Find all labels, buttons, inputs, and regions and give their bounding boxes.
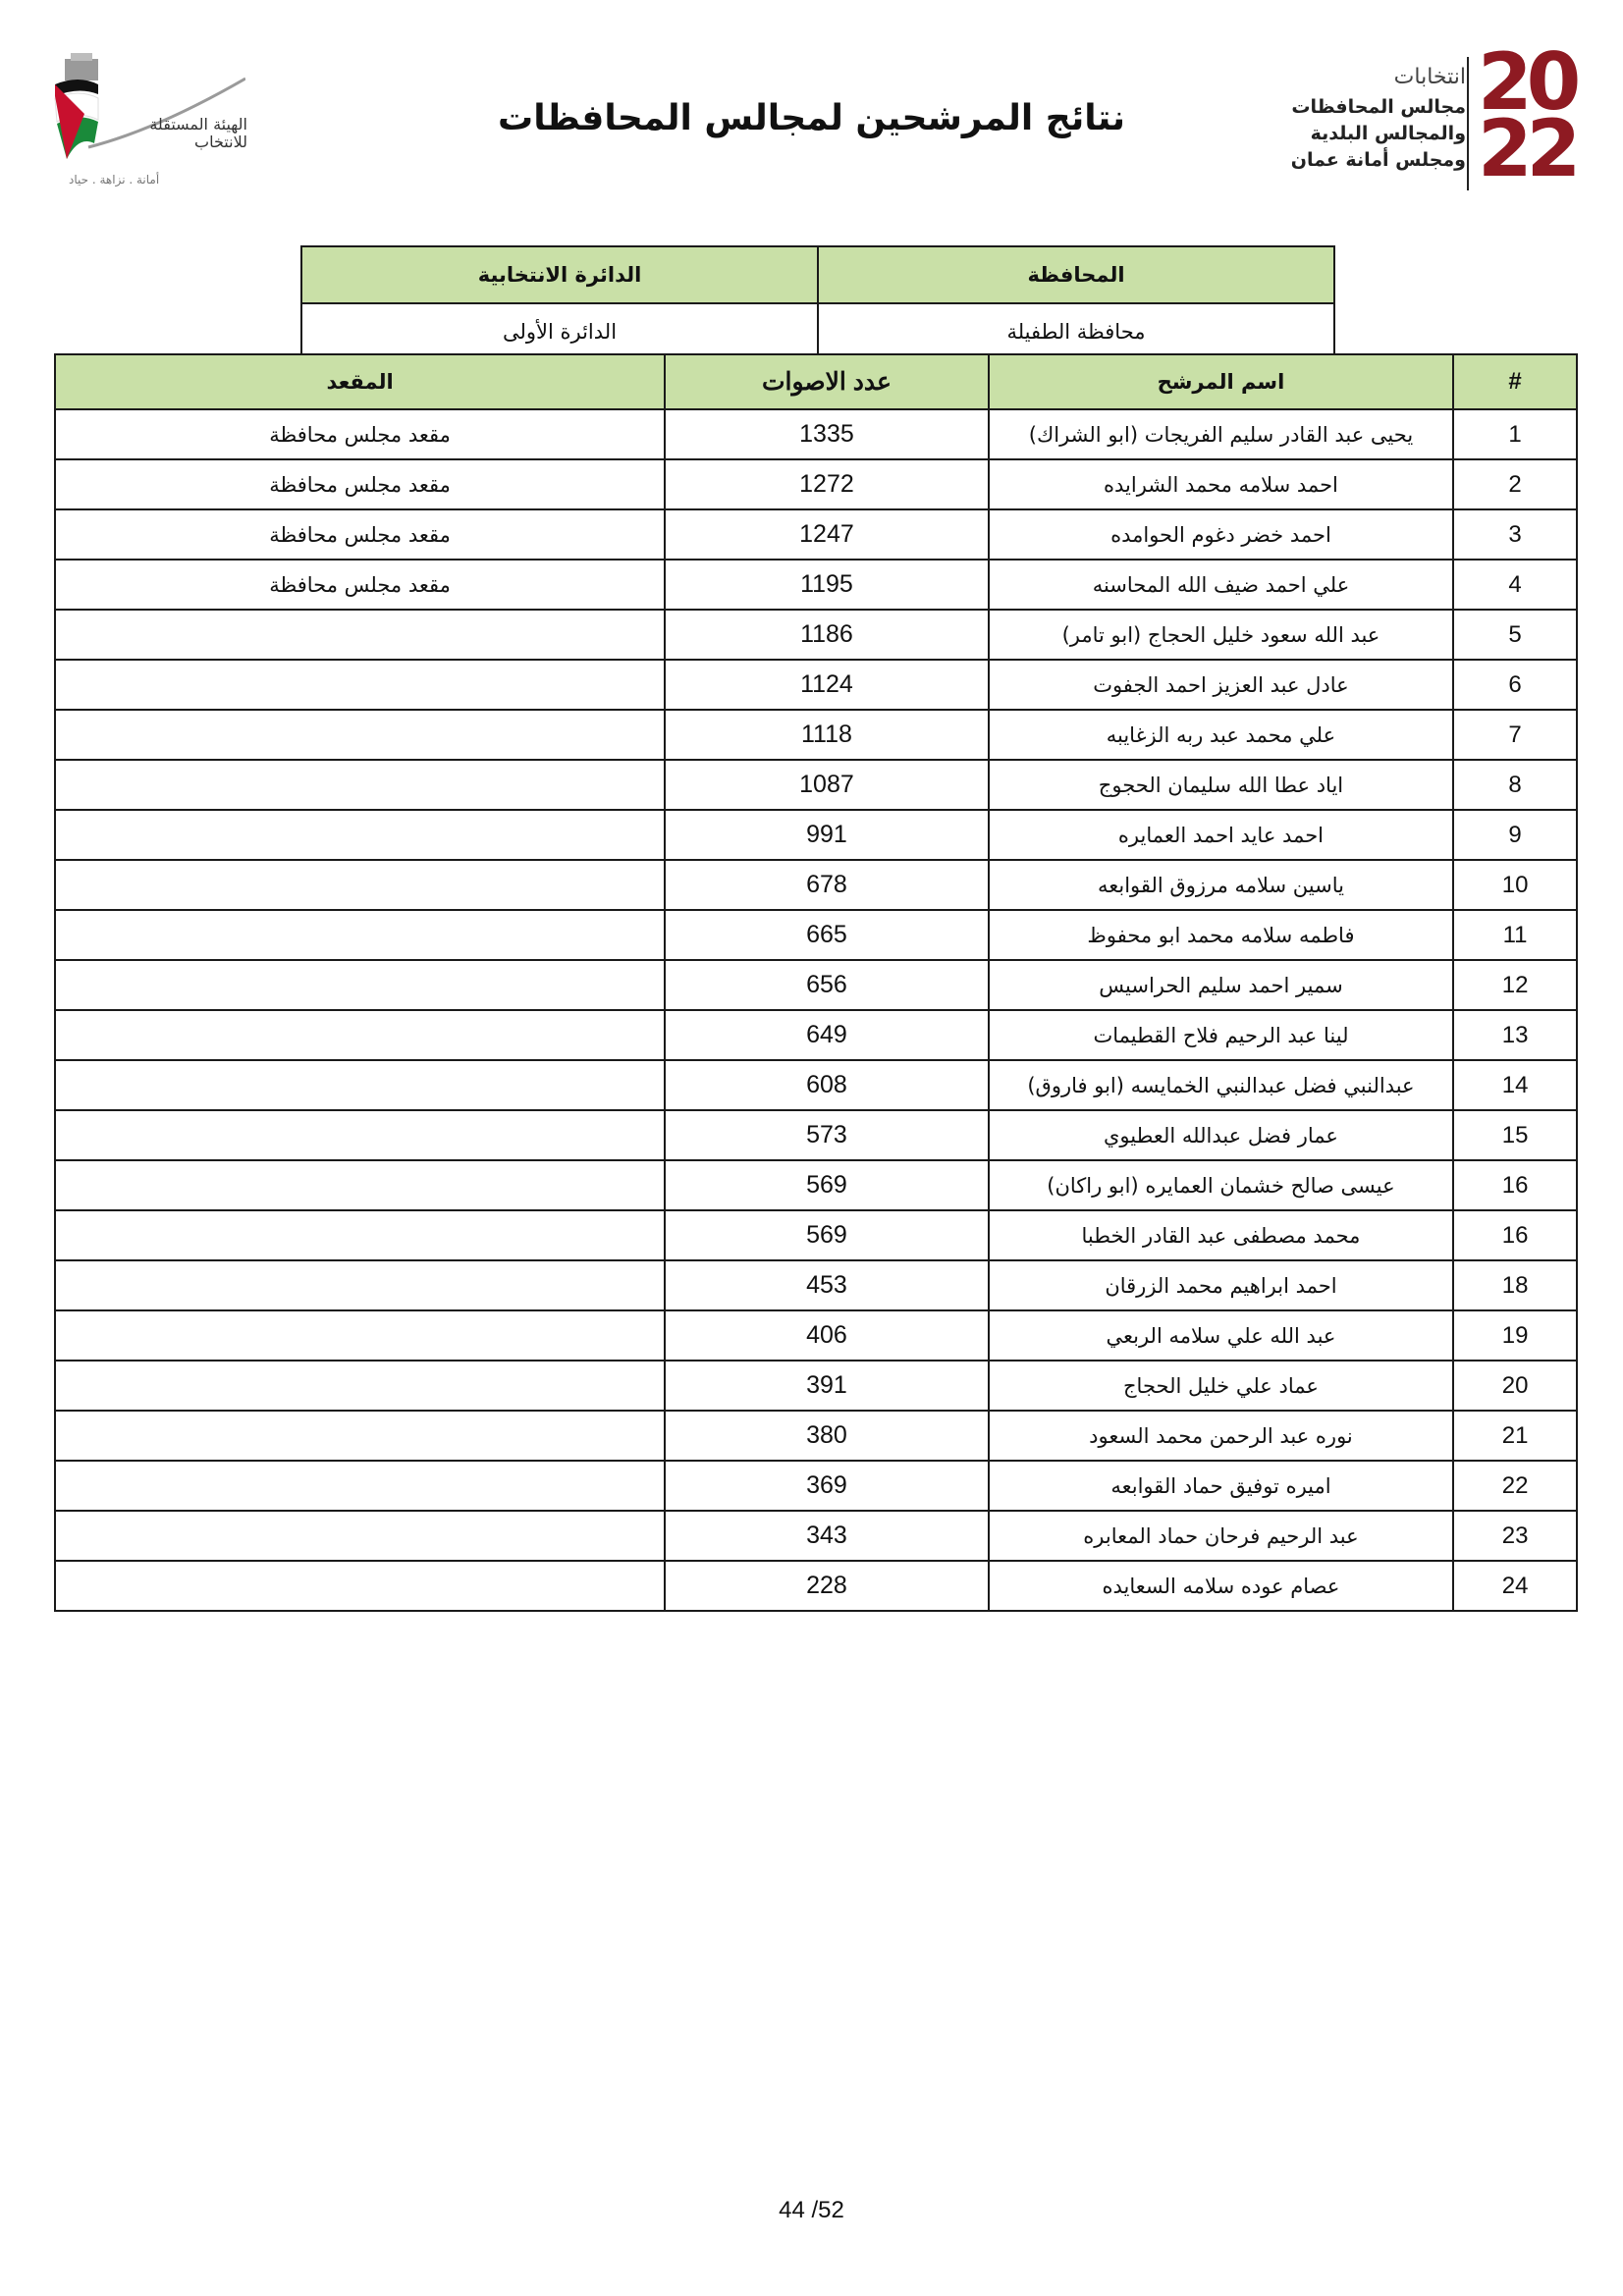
vote-count: 678 — [665, 860, 989, 910]
candidate-name: احمد عايد احمد العمايره — [989, 810, 1453, 860]
table-row — [55, 1210, 1577, 1260]
elections-line2: والمجالس البلدية — [1310, 123, 1466, 144]
table-row — [55, 760, 1577, 810]
seat-type — [55, 1110, 665, 1160]
row-num: 10 — [1453, 860, 1577, 910]
row-num: 14 — [1453, 1060, 1577, 1110]
vote-count: 649 — [665, 1010, 989, 1060]
vote-count: 1272 — [665, 459, 989, 509]
seat-type — [55, 660, 665, 710]
table-row — [55, 509, 1577, 560]
candidate-name: اميره توفيق حماد القوابعه — [989, 1461, 1453, 1511]
seat-type — [55, 810, 665, 860]
vote-count: 665 — [665, 910, 989, 960]
candidate-name: عادل عبد العزيز احمد الجفوت — [989, 660, 1453, 710]
results-header-row — [55, 354, 1577, 409]
table-row — [55, 1060, 1577, 1110]
table-row — [55, 409, 1577, 459]
row-num: 5 — [1453, 610, 1577, 660]
candidate-name: سمير احمد سليم الحراسيس — [989, 960, 1453, 1010]
seat-type: مقعد مجلس محافظة — [55, 459, 665, 509]
seat-type — [55, 1060, 665, 1110]
candidate-name: عبد الله سعود خليل الحجاج (ابو تامر) — [989, 610, 1453, 660]
seat-type — [55, 760, 665, 810]
row-num: 15 — [1453, 1110, 1577, 1160]
vote-count: 406 — [665, 1310, 989, 1361]
elections-line3: ومجلس أمانة عمان — [1290, 149, 1466, 171]
vote-count: 343 — [665, 1511, 989, 1561]
row-num: 1 — [1453, 409, 1577, 459]
table-row — [55, 1361, 1577, 1411]
row-num: 11 — [1453, 910, 1577, 960]
vote-count: 991 — [665, 810, 989, 860]
seat-type — [55, 1160, 665, 1210]
candidate-name: لينا عبد الرحيم فلاح القطيمات — [989, 1010, 1453, 1060]
vote-count: 369 — [665, 1461, 989, 1511]
table-row — [55, 1411, 1577, 1461]
row-num: 19 — [1453, 1310, 1577, 1361]
governorate-label: المحافظة — [818, 246, 1334, 303]
vote-count: 569 — [665, 1160, 989, 1210]
vote-count: 1124 — [665, 660, 989, 710]
table-row — [55, 810, 1577, 860]
row-num: 21 — [1453, 1411, 1577, 1461]
row-num: 2 — [1453, 459, 1577, 509]
vote-count: 1195 — [665, 560, 989, 610]
seat-type — [55, 1210, 665, 1260]
iec-motto: أمانة . نزاهة . حياد — [69, 173, 160, 187]
seat-type: مقعد مجلس محافظة — [55, 409, 665, 459]
seat-type — [55, 710, 665, 760]
candidate-name: عصام عوده سلامه السعايده — [989, 1561, 1453, 1611]
candidate-name: عمار فضل عبدالله العطيوي — [989, 1110, 1453, 1160]
vote-count: 656 — [665, 960, 989, 1010]
header-seat: المقعد — [55, 354, 665, 409]
row-num: 20 — [1453, 1361, 1577, 1411]
seat-type — [55, 860, 665, 910]
table-row — [55, 1110, 1577, 1160]
row-num: 16 — [1453, 1160, 1577, 1210]
table-row — [55, 660, 1577, 710]
candidate-name: علي محمد عبد ربه الزغايبه — [989, 710, 1453, 760]
candidate-name: علي احمد ضيف الله المحاسنه — [989, 560, 1453, 610]
vote-count: 453 — [665, 1260, 989, 1310]
elections-word: انتخابات — [1393, 65, 1466, 89]
table-row — [55, 1310, 1577, 1361]
candidate-name: احمد ابراهيم محمد الزرقان — [989, 1260, 1453, 1310]
district-label: الدائرة الانتخابية — [301, 246, 818, 303]
header-name: اسم المرشح — [989, 354, 1453, 409]
elections-line1: مجالس المحافظات — [1291, 96, 1466, 118]
table-row — [55, 1010, 1577, 1060]
table-row — [55, 960, 1577, 1010]
candidate-name: عماد علي خليل الحجاج — [989, 1361, 1453, 1411]
page-title: نتائج المرشحين لمجالس المحافظات — [498, 98, 1125, 138]
year-bottom: 22 — [1478, 103, 1576, 194]
candidate-name: احمد خضر دغوم الحوامده — [989, 509, 1453, 560]
vote-count: 380 — [665, 1411, 989, 1461]
vote-count: 573 — [665, 1110, 989, 1160]
candidate-name: احمد سلامه محمد الشرايده — [989, 459, 1453, 509]
table-row — [55, 1561, 1577, 1611]
row-num: 24 — [1453, 1561, 1577, 1611]
candidate-name: محمد مصطفى عبد القادر الخطبا — [989, 1210, 1453, 1260]
seat-type — [55, 1260, 665, 1310]
seat-type — [55, 610, 665, 660]
iec-name-line2: للانتخاب — [194, 133, 247, 151]
row-num: 6 — [1453, 660, 1577, 710]
year-top: 20 — [1478, 36, 1576, 128]
row-num: 18 — [1453, 1260, 1577, 1310]
header-votes: عدد الاصوات — [665, 354, 989, 409]
row-num: 8 — [1453, 760, 1577, 810]
seat-type: مقعد مجلس محافظة — [55, 509, 665, 560]
table-row — [55, 1260, 1577, 1310]
year-logo — [1478, 36, 1586, 194]
row-num: 16 — [1453, 1210, 1577, 1260]
iec-name-line1: الهيئة المستقلة — [149, 115, 247, 133]
candidate-name: عيسى صالح خشمان العمايره (ابو راكان) — [989, 1160, 1453, 1210]
seat-type: مقعد مجلس محافظة — [55, 560, 665, 610]
governorate-value: محافظة الطفيلة — [818, 303, 1334, 360]
seat-type — [55, 1511, 665, 1561]
vote-count: 569 — [665, 1210, 989, 1260]
row-num: 23 — [1453, 1511, 1577, 1561]
results-table — [54, 353, 1578, 1612]
table-row — [55, 459, 1577, 509]
vote-count: 1335 — [665, 409, 989, 459]
district-info-table — [300, 245, 1335, 361]
table-row — [55, 560, 1577, 610]
elections-lines — [1291, 94, 1466, 174]
row-num: 4 — [1453, 560, 1577, 610]
candidate-name: يحيى عبد القادر سليم الفريجات (ابو الشراك) — [989, 409, 1453, 459]
header-num: # — [1453, 354, 1577, 409]
seat-type — [55, 910, 665, 960]
seat-type — [55, 1461, 665, 1511]
table-row — [55, 710, 1577, 760]
district-value: الدائرة الأولى — [301, 303, 818, 360]
table-row — [55, 860, 1577, 910]
seat-type — [55, 1561, 665, 1611]
table-row — [55, 1511, 1577, 1561]
vote-count: 391 — [665, 1361, 989, 1411]
vote-count: 1087 — [665, 760, 989, 810]
row-num: 12 — [1453, 960, 1577, 1010]
table-row — [55, 910, 1577, 960]
vote-count: 1118 — [665, 710, 989, 760]
table-row — [55, 1160, 1577, 1210]
logo-divider — [1467, 57, 1469, 190]
vote-count: 608 — [665, 1060, 989, 1110]
candidate-name: ياسين سلامه مرزوق القوابعه — [989, 860, 1453, 910]
vote-count: 228 — [665, 1561, 989, 1611]
table-row — [55, 610, 1577, 660]
vote-count: 1186 — [665, 610, 989, 660]
row-num: 13 — [1453, 1010, 1577, 1060]
seat-type — [55, 1010, 665, 1060]
page-number: 44 /52 — [779, 2197, 844, 2223]
row-num: 3 — [1453, 509, 1577, 560]
seat-type — [55, 1310, 665, 1361]
candidate-name: اياد عطا الله سليمان الحجوج — [989, 760, 1453, 810]
row-num: 9 — [1453, 810, 1577, 860]
vote-count: 1247 — [665, 509, 989, 560]
candidate-name: فاطمه سلامه محمد ابو محفوظ — [989, 910, 1453, 960]
seat-type — [55, 1411, 665, 1461]
seat-type — [55, 960, 665, 1010]
candidate-name: نوره عبد الرحمن محمد السعود — [989, 1411, 1453, 1461]
row-num: 22 — [1453, 1461, 1577, 1511]
candidate-name: عبد الرحيم فرحان حماد المعابره — [989, 1511, 1453, 1561]
table-row — [55, 1461, 1577, 1511]
candidate-name: عبدالنبي فضل عبدالنبي الخمايسه (ابو فاروق) — [989, 1060, 1453, 1110]
row-num: 7 — [1453, 710, 1577, 760]
seat-type — [55, 1361, 665, 1411]
candidate-name: عبد الله علي سلامه الربعي — [989, 1310, 1453, 1361]
